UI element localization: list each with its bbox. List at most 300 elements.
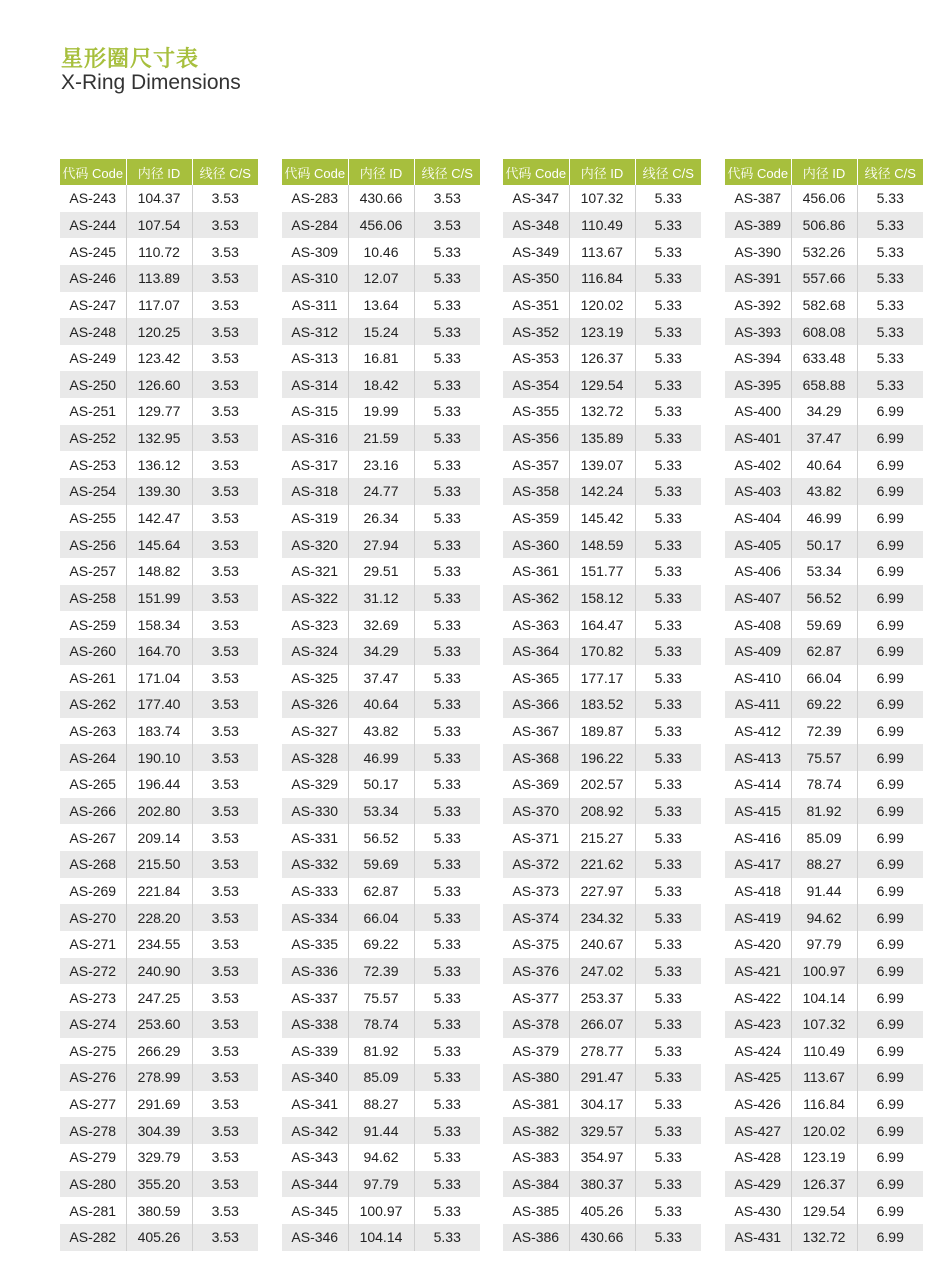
table-row [503, 1011, 701, 1038]
cell-code: AS-266 [60, 798, 126, 825]
cell-code: AS-280 [60, 1171, 126, 1198]
cell-cross-section: 3.53 [192, 1224, 258, 1251]
table-row [60, 1091, 258, 1118]
cell-cross-section: 5.33 [635, 478, 701, 505]
cell-cross-section: 3.53 [211, 669, 239, 686]
cell-code: AS-394 [725, 345, 791, 372]
cell-inner-diameter: 126.37 [569, 345, 635, 372]
cell-cross-section: 5.33 [433, 723, 461, 740]
cell-cross-section: 5.33 [414, 638, 480, 665]
cell-code: AS-363 [503, 611, 569, 638]
cell-cross-section: 6.99 [876, 1096, 904, 1113]
table-row [282, 744, 480, 771]
cell-inner-diameter: 100.97 [348, 1197, 414, 1224]
table-row [725, 798, 923, 825]
cell-inner-diameter: 354.97 [569, 1144, 635, 1171]
cell-inner-diameter: 94.62 [348, 1144, 414, 1171]
cell-inner-diameter: 100.97 [791, 958, 857, 985]
cell-code: AS-320 [282, 531, 348, 558]
cell-inner-diameter: 37.47 [348, 665, 414, 692]
cell-cross-section: 5.33 [433, 1149, 461, 1166]
table-body [725, 185, 923, 1251]
table-row [503, 425, 701, 452]
table-row [503, 478, 701, 505]
cell-inner-diameter: 253.37 [569, 984, 635, 1011]
cell-inner-diameter: 208.92 [569, 798, 635, 825]
dimension-table-4 [725, 159, 923, 1251]
cell-cross-section: 5.33 [654, 403, 682, 420]
table-body [282, 185, 480, 1251]
cell-cross-section: 5.33 [414, 798, 480, 825]
cell-cross-section: 5.33 [433, 616, 461, 633]
cell-cross-section: 5.33 [635, 691, 701, 718]
table-row [725, 345, 923, 372]
table-row [60, 425, 258, 452]
cell-inner-diameter: 329.79 [126, 1144, 192, 1171]
cell-inner-diameter: 266.07 [569, 1011, 635, 1038]
table-row [60, 1144, 258, 1171]
cell-code: AS-384 [503, 1171, 569, 1198]
cell-inner-diameter: 123.42 [126, 345, 192, 372]
table-row [282, 611, 480, 638]
cell-inner-diameter: 228.20 [126, 904, 192, 931]
cell-inner-diameter: 97.79 [791, 931, 857, 958]
table-row [503, 984, 701, 1011]
cell-cross-section: 5.33 [635, 1171, 701, 1198]
table-row [60, 958, 258, 985]
table-row [282, 318, 480, 345]
cell-cross-section: 5.33 [654, 723, 682, 740]
cell-inner-diameter: 139.30 [126, 478, 192, 505]
cell-inner-diameter: 120.25 [126, 318, 192, 345]
cell-inner-diameter: 117.07 [126, 292, 192, 319]
table-row [60, 878, 258, 905]
table-row [725, 904, 923, 931]
cell-cross-section: 5.33 [654, 989, 682, 1006]
table-row [503, 878, 701, 905]
cell-code: AS-257 [60, 558, 126, 585]
cell-code: AS-381 [503, 1091, 569, 1118]
cell-inner-diameter: 126.37 [791, 1171, 857, 1198]
cell-cross-section: 5.33 [414, 1224, 480, 1251]
cell-inner-diameter: 215.27 [569, 824, 635, 851]
header-cross-section: 线径 C/S [635, 159, 701, 185]
cell-cross-section: 3.53 [192, 904, 258, 931]
cell-inner-diameter: 40.64 [791, 451, 857, 478]
cell-cross-section: 6.99 [857, 1064, 923, 1091]
cell-inner-diameter: 104.37 [126, 185, 192, 212]
cell-inner-diameter: 110.49 [791, 1038, 857, 1065]
cell-inner-diameter: 27.94 [348, 531, 414, 558]
cell-cross-section: 5.33 [414, 265, 480, 292]
cell-code: AS-278 [60, 1117, 126, 1144]
cell-inner-diameter: 29.51 [348, 558, 414, 585]
table-row [725, 585, 923, 612]
table-row [503, 824, 701, 851]
table-row [503, 212, 701, 239]
header-inner-diameter: 内径 ID [126, 159, 192, 185]
cell-code: AS-350 [503, 265, 569, 292]
cell-cross-section: 5.33 [654, 1149, 682, 1166]
cell-code: AS-281 [60, 1197, 126, 1224]
table-row [725, 718, 923, 745]
cell-inner-diameter: 158.34 [126, 611, 192, 638]
table-row [282, 585, 480, 612]
cell-code: AS-339 [282, 1038, 348, 1065]
cell-inner-diameter: 148.82 [126, 558, 192, 585]
cell-cross-section: 3.53 [192, 1011, 258, 1038]
cell-code: AS-332 [282, 851, 348, 878]
cell-cross-section: 3.53 [192, 265, 258, 292]
table-header-row [725, 159, 923, 185]
cell-cross-section: 3.53 [211, 510, 239, 526]
table-row [60, 505, 258, 532]
cell-inner-diameter: 21.59 [348, 425, 414, 452]
cell-cross-section: 5.33 [635, 1117, 701, 1144]
table-row [725, 611, 923, 638]
cell-code: AS-333 [282, 878, 348, 905]
cell-cross-section: 5.33 [654, 829, 682, 846]
cell-inner-diameter: 164.70 [126, 638, 192, 665]
cell-code: AS-343 [282, 1144, 348, 1171]
cell-code: AS-416 [725, 824, 791, 851]
table-row [725, 1064, 923, 1091]
cell-code: AS-256 [60, 531, 126, 558]
cell-code: AS-361 [503, 558, 569, 585]
cell-cross-section: 5.33 [433, 563, 461, 580]
cell-code: AS-362 [503, 585, 569, 612]
cell-cross-section: 6.99 [857, 798, 923, 825]
cell-inner-diameter: 78.74 [348, 1011, 414, 1038]
cell-cross-section: 5.33 [414, 1011, 480, 1038]
cell-cross-section: 3.53 [192, 691, 258, 718]
cell-cross-section: 5.33 [857, 212, 923, 239]
cell-inner-diameter: 107.32 [569, 185, 635, 212]
table-row [282, 931, 480, 958]
cell-inner-diameter: 633.48 [791, 345, 857, 372]
cell-inner-diameter: 196.22 [569, 744, 635, 771]
cell-inner-diameter: 72.39 [791, 718, 857, 745]
cell-cross-section: 5.33 [414, 958, 480, 985]
cell-code: AS-418 [725, 878, 791, 905]
cell-code: AS-409 [725, 638, 791, 665]
cell-cross-section: 5.33 [414, 744, 480, 771]
cell-cross-section: 6.99 [857, 585, 923, 612]
cell-inner-diameter: 129.77 [126, 398, 192, 425]
cell-cross-section: 5.33 [876, 296, 904, 313]
cell-inner-diameter: 582.68 [791, 292, 857, 319]
table-row [503, 638, 701, 665]
cell-cross-section: 6.99 [876, 989, 904, 1006]
cell-code: AS-323 [282, 611, 348, 638]
table-row [725, 531, 923, 558]
table-row [60, 691, 258, 718]
cell-code: AS-341 [282, 1091, 348, 1118]
cell-cross-section: 5.33 [654, 563, 682, 580]
cell-cross-section: 5.33 [414, 318, 480, 345]
cell-code: AS-249 [60, 345, 126, 372]
cell-cross-section: 6.99 [857, 691, 923, 718]
cell-code: AS-263 [60, 718, 126, 745]
cell-cross-section: 3.53 [192, 1117, 258, 1144]
cell-code: AS-251 [60, 398, 126, 425]
cell-code: AS-412 [725, 718, 791, 745]
cell-code: AS-276 [60, 1064, 126, 1091]
cell-cross-section: 5.33 [433, 403, 461, 420]
cell-cross-section: 5.33 [654, 190, 682, 207]
table-row [503, 1197, 701, 1224]
table-row [282, 1117, 480, 1144]
cell-inner-diameter: 151.99 [126, 585, 192, 612]
cell-cross-section: 5.33 [857, 318, 923, 345]
cell-code: AS-391 [725, 265, 791, 292]
cell-cross-section: 6.99 [876, 882, 904, 899]
cell-code: AS-401 [725, 425, 791, 452]
table-row [60, 451, 258, 478]
table-row [725, 1197, 923, 1224]
table-row [725, 185, 923, 212]
cell-inner-diameter: 136.12 [126, 451, 192, 478]
cell-inner-diameter: 72.39 [348, 958, 414, 985]
cell-cross-section: 5.33 [857, 265, 923, 292]
cell-cross-section: 6.99 [876, 829, 904, 846]
cell-cross-section: 5.33 [654, 1042, 682, 1059]
table-row [725, 558, 923, 585]
table-row [725, 691, 923, 718]
cell-inner-diameter: 135.89 [569, 425, 635, 452]
table-row [503, 931, 701, 958]
table-row [60, 771, 258, 798]
table-row [725, 478, 923, 505]
cell-cross-section: 5.33 [635, 212, 701, 239]
cell-cross-section: 5.33 [876, 243, 904, 260]
dimension-table-2 [282, 159, 480, 1251]
cell-inner-diameter: 132.95 [126, 425, 192, 452]
table-row [282, 1038, 480, 1065]
cell-inner-diameter: 304.39 [126, 1117, 192, 1144]
cell-code: AS-309 [282, 238, 348, 265]
cell-inner-diameter: 88.27 [348, 1091, 414, 1118]
cell-cross-section: 6.99 [876, 669, 904, 686]
cell-code: AS-354 [503, 371, 569, 398]
cell-inner-diameter: 13.64 [348, 292, 414, 319]
cell-inner-diameter: 209.14 [126, 824, 192, 851]
cell-cross-section: 6.99 [876, 563, 904, 580]
table-header-row [60, 159, 258, 185]
cell-code: AS-415 [725, 798, 791, 825]
cell-inner-diameter: 183.74 [126, 718, 192, 745]
cell-cross-section: 6.99 [857, 1117, 923, 1144]
cell-inner-diameter: 19.99 [348, 398, 414, 425]
cell-cross-section: 3.53 [192, 318, 258, 345]
cell-cross-section: 5.33 [414, 851, 480, 878]
table-row [60, 931, 258, 958]
table-row [60, 265, 258, 292]
cell-code: AS-275 [60, 1038, 126, 1065]
cell-cross-section: 5.33 [433, 882, 461, 899]
table-row [503, 691, 701, 718]
cell-code: AS-370 [503, 798, 569, 825]
table-row [282, 531, 480, 558]
cell-code: AS-316 [282, 425, 348, 452]
cell-code: AS-360 [503, 531, 569, 558]
cell-cross-section: 5.33 [654, 616, 682, 633]
cell-code: AS-258 [60, 585, 126, 612]
cell-code: AS-283 [282, 185, 348, 212]
cell-cross-section: 3.53 [211, 296, 239, 313]
cell-cross-section: 6.99 [857, 425, 923, 452]
cell-code: AS-369 [503, 771, 569, 798]
cell-code: AS-319 [282, 505, 348, 532]
cell-inner-diameter: 266.29 [126, 1038, 192, 1065]
cell-code: AS-427 [725, 1117, 791, 1144]
dimension-table-3 [503, 159, 701, 1251]
cell-cross-section: 3.53 [211, 1042, 239, 1059]
cell-code: AS-355 [503, 398, 569, 425]
cell-inner-diameter: 190.10 [126, 744, 192, 771]
cell-code: AS-282 [60, 1224, 126, 1251]
cell-code: AS-261 [60, 665, 126, 692]
table-row [60, 185, 258, 212]
cell-cross-section: 3.53 [211, 350, 239, 367]
cell-cross-section: 5.33 [414, 904, 480, 931]
table-row [725, 1038, 923, 1065]
cell-cross-section: 5.33 [635, 904, 701, 931]
cell-cross-section: 5.33 [654, 1202, 682, 1219]
cell-inner-diameter: 240.90 [126, 958, 192, 985]
cell-code: AS-326 [282, 691, 348, 718]
cell-inner-diameter: 116.84 [791, 1091, 857, 1118]
cell-inner-diameter: 240.67 [569, 931, 635, 958]
cell-cross-section: 5.33 [654, 936, 682, 953]
cell-inner-diameter: 658.88 [791, 371, 857, 398]
cell-cross-section: 5.33 [635, 531, 701, 558]
cell-cross-section: 5.33 [635, 744, 701, 771]
table-row [282, 505, 480, 532]
table-row [725, 958, 923, 985]
cell-inner-diameter: 126.60 [126, 371, 192, 398]
cell-cross-section: 6.99 [876, 1149, 904, 1166]
cell-cross-section: 3.53 [211, 1149, 239, 1166]
cell-inner-diameter: 32.69 [348, 611, 414, 638]
table-row [282, 665, 480, 692]
cell-inner-diameter: 81.92 [348, 1038, 414, 1065]
cell-cross-section: 3.53 [192, 638, 258, 665]
table-row [503, 345, 701, 372]
cell-code: AS-253 [60, 451, 126, 478]
cell-cross-section: 5.33 [414, 585, 480, 612]
table-row [503, 238, 701, 265]
cell-inner-diameter: 196.44 [126, 771, 192, 798]
cell-cross-section: 5.33 [876, 350, 904, 367]
cell-code: AS-267 [60, 824, 126, 851]
table-row [503, 1224, 701, 1251]
cell-cross-section: 5.33 [414, 531, 480, 558]
cell-inner-diameter: 151.77 [569, 558, 635, 585]
table-row [60, 478, 258, 505]
cell-code: AS-244 [60, 212, 126, 239]
table-row [503, 505, 701, 532]
cell-cross-section: 3.53 [211, 616, 239, 633]
table-row [60, 238, 258, 265]
cell-cross-section: 5.33 [635, 318, 701, 345]
cell-cross-section: 6.99 [876, 456, 904, 473]
cell-inner-diameter: 113.67 [791, 1064, 857, 1091]
cell-cross-section: 3.53 [211, 1096, 239, 1113]
cell-inner-diameter: 506.86 [791, 212, 857, 239]
cell-inner-diameter: 116.84 [569, 265, 635, 292]
header-inner-diameter: 内径 ID [348, 159, 414, 185]
cell-inner-diameter: 129.54 [791, 1197, 857, 1224]
table-row [503, 1144, 701, 1171]
cell-cross-section: 3.53 [192, 851, 258, 878]
cell-inner-diameter: 380.37 [569, 1171, 635, 1198]
cell-cross-section: 3.53 [211, 776, 239, 793]
table-row [282, 558, 480, 585]
dimension-table-1 [60, 159, 258, 1251]
cell-cross-section: 6.99 [857, 904, 923, 931]
cell-inner-diameter: 34.29 [348, 638, 414, 665]
header-code: 代码 Code [503, 159, 569, 185]
cell-code: AS-264 [60, 744, 126, 771]
cell-code: AS-314 [282, 371, 348, 398]
cell-inner-diameter: 69.22 [791, 691, 857, 718]
cell-cross-section: 3.53 [211, 456, 239, 473]
cell-cross-section: 3.53 [211, 563, 239, 580]
table-row [282, 212, 480, 239]
cell-inner-diameter: 56.52 [348, 824, 414, 851]
cell-inner-diameter: 69.22 [348, 931, 414, 958]
table-row [60, 1197, 258, 1224]
cell-cross-section: 3.53 [211, 403, 239, 420]
table-row [60, 585, 258, 612]
cell-inner-diameter: 221.62 [569, 851, 635, 878]
cell-cross-section: 5.33 [654, 350, 682, 367]
table-row [725, 851, 923, 878]
cell-inner-diameter: 234.32 [569, 904, 635, 931]
cell-code: AS-269 [60, 878, 126, 905]
cell-cross-section: 6.99 [876, 723, 904, 740]
table-row [725, 1224, 923, 1251]
cell-cross-section: 3.53 [192, 212, 258, 239]
table-row [725, 1011, 923, 1038]
page-title-cn: 星形圈尺寸表 [61, 47, 200, 72]
cell-inner-diameter: 62.87 [348, 878, 414, 905]
cell-code: AS-328 [282, 744, 348, 771]
cell-code: AS-268 [60, 851, 126, 878]
cell-inner-diameter: 177.17 [569, 665, 635, 692]
table-row [725, 265, 923, 292]
cell-inner-diameter: 53.34 [348, 798, 414, 825]
table-row [282, 265, 480, 292]
cell-cross-section: 3.53 [192, 744, 258, 771]
cell-inner-diameter: 40.64 [348, 691, 414, 718]
table-row [725, 398, 923, 425]
cell-cross-section: 5.33 [654, 456, 682, 473]
cell-code: AS-331 [282, 824, 348, 851]
header-code: 代码 Code [282, 159, 348, 185]
table-row [503, 398, 701, 425]
cell-cross-section: 6.99 [857, 1171, 923, 1198]
table-row [725, 505, 923, 532]
cell-inner-diameter: 107.54 [126, 212, 192, 239]
cell-code: AS-402 [725, 451, 791, 478]
table-row [503, 585, 701, 612]
cell-code: AS-245 [60, 238, 126, 265]
cell-cross-section: 5.33 [635, 425, 701, 452]
table-row [725, 1144, 923, 1171]
cell-inner-diameter: 380.59 [126, 1197, 192, 1224]
